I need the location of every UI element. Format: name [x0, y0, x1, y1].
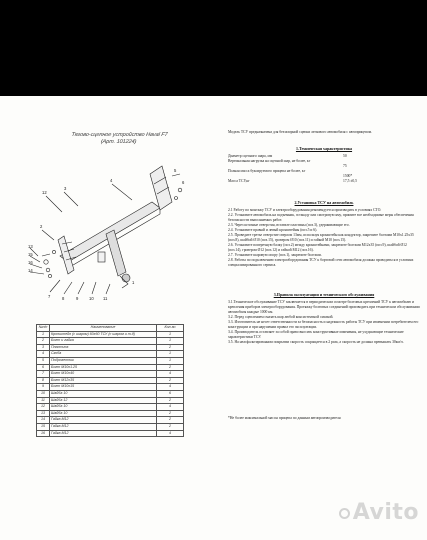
row-name: Кронштейн (с шаром) 60х60 ТСУ (с шаром и т.д)	[50, 331, 157, 338]
spec-value: 50	[343, 154, 347, 158]
list-item: 2.3. Через штатные отверстия, вставьте пластины (поз.3), удерживающие его.	[228, 223, 350, 227]
row-qty: 4	[157, 430, 184, 437]
row-number: 2	[37, 338, 50, 345]
section-2-list	[228, 208, 420, 268]
list-item: 2.1 Работу по монтажу ТСУ и электрооборудования рекомендуется производить в условиях СТО.	[228, 208, 382, 212]
row-name: Шайба 10	[50, 404, 157, 411]
spec-value: 1500*	[343, 174, 353, 178]
row-name: Болт М12х35	[50, 377, 157, 384]
row-qty: 6	[157, 390, 184, 397]
instructions-page	[224, 104, 424, 524]
list-item: 2.6. Установите поперечную балку (поз.2) между кронштейнами, закрепите болтами М12х35 (поз.9), шайбой Ø12 (поз.14), гровером Ø12 (поз.12) и гайкой М12 (поз.16).	[228, 243, 407, 252]
row-name: Гайка М12	[50, 423, 157, 430]
row-name: Болт М10х1.25	[50, 364, 157, 371]
row-number: 4	[37, 351, 50, 358]
section-1-title: 1.Техническая характеристика	[295, 146, 353, 151]
top-letterbox	[0, 0, 427, 96]
list-item: 3.2. Перед сцеплением смазать шар любой консистентной смазкой.	[228, 315, 334, 319]
row-name: Шайба 10	[50, 390, 157, 397]
callout-13: 13	[28, 244, 33, 249]
row-number: 12	[37, 404, 50, 411]
callout-10: 10	[89, 296, 94, 301]
list-item: 3.3. Изготовитель не несет ответственности за безопасность и надежность работы ТСУ при изменении потребителем его конструкции и при нарушении правил его эксплуатации.	[228, 320, 419, 329]
section-3-list	[228, 300, 420, 345]
row-qty: 2	[157, 417, 184, 424]
drawing-page	[2, 104, 217, 524]
list-item: 3.4. Производитель оставляет за собой право вносить конструктивные изменения, не ухудшающие технические характеристики ТСУ.	[228, 330, 404, 339]
row-qty: 1	[157, 357, 184, 364]
row-number: 16	[37, 430, 50, 437]
callout-7: 7	[48, 294, 51, 299]
drawing-title-line1: Тягово-сцепное устройство Haval F7	[71, 132, 168, 138]
table-row	[37, 390, 184, 397]
row-number: 15	[37, 423, 50, 430]
row-number: 13	[37, 410, 50, 417]
row-number: 8	[37, 377, 50, 384]
spec-row	[228, 169, 378, 179]
watermark-text: Avito	[352, 500, 419, 525]
row-name: Гайка М12	[50, 417, 157, 424]
table-row	[37, 417, 184, 424]
row-name: Болт М10х15	[50, 384, 157, 391]
callout-9: 9	[76, 296, 79, 301]
row-name: Пластина	[50, 344, 157, 351]
row-qty: 2	[157, 410, 184, 417]
list-item: 2.8. Работы по подключению электрооборудования ТСУ к бортовой сети автомобиля должны проводиться в условиях специализированного сервиса.	[228, 258, 414, 267]
col-number: №п/п	[37, 325, 50, 332]
section-2-title: 2.Установка ТСУ на автомобиль	[294, 200, 354, 205]
list-item: 2.2. Установите автомобиль на подъемник, эстакаду или смотровую яму, примите все необходимые меры обеспечения безопасности выполняемых работ.	[228, 213, 414, 222]
row-number: 5	[37, 357, 50, 364]
row-number: 14	[37, 417, 50, 424]
row-name: Подрозетник	[50, 357, 157, 364]
row-name: Шайба 10	[50, 410, 157, 417]
list-item: 3.5. На неасфальтированном покрытии скорость сокращается в 2 раза, а скорость не должна превышать 30км/ч.	[228, 340, 404, 344]
table-row	[37, 384, 184, 391]
avito-watermark	[339, 500, 419, 525]
callout-1: 1	[132, 280, 135, 285]
callout-4: 4	[110, 178, 113, 183]
row-qty: 1	[157, 351, 184, 358]
avito-dots-icon	[339, 508, 350, 519]
callout-8: 8	[62, 296, 65, 301]
spec-value: 75	[343, 164, 347, 168]
callout-12: 12	[42, 190, 47, 195]
row-number: 7	[37, 371, 50, 378]
spec-row	[228, 179, 378, 184]
row-number: 3	[37, 344, 50, 351]
callout-16: 16	[28, 260, 33, 265]
row-number: 11	[37, 397, 50, 404]
table-row	[37, 397, 184, 404]
row-qty: 4	[157, 371, 184, 378]
list-item: 3.1.Техническое обслуживание ТСУ заключается в периодическом осмотре болтовых креплений ТСУ к автомобилю и крепления приборов электрооборудования. Протяжку болтовых соединений производить при техническом обслуживании автомобиля каждые 1000 км.	[228, 300, 420, 314]
intro-text: Модель ТСУ предназначена для беззазорной сцепки легкового автомобиля с автоприцепом.	[228, 130, 373, 134]
row-qty: 1	[157, 338, 184, 345]
callout-6: 6	[182, 180, 185, 185]
table-row	[37, 377, 184, 384]
table-row	[37, 404, 184, 411]
spec-value: 17,5 ±0,5	[343, 179, 358, 183]
row-name: Гайка М12	[50, 430, 157, 437]
row-number: 1	[37, 331, 50, 338]
parts-table	[36, 324, 184, 437]
row-number: 10	[37, 390, 50, 397]
table-row	[37, 338, 184, 345]
spec-label: Масса ТСУ,кг	[228, 179, 250, 183]
row-name: Болт и гайка	[50, 338, 157, 345]
table-row	[37, 410, 184, 417]
table-row	[37, 430, 184, 437]
row-name: Болт М10х40	[50, 371, 157, 378]
table-row	[37, 344, 184, 351]
row-number: 9	[37, 384, 50, 391]
callout-3: 3	[64, 186, 67, 191]
spec-label: Полная масса буксируемого прицепа не более, кг	[228, 169, 306, 173]
row-qty: 2	[157, 423, 184, 430]
callout-15: 15	[28, 252, 33, 257]
row-qty: 4	[157, 404, 184, 411]
callout-5: 5	[174, 168, 177, 173]
parts-table-header	[37, 325, 184, 332]
callout-2: 2	[40, 224, 43, 229]
row-qty: 2	[157, 364, 184, 371]
list-item: 2.5. Проведите третье отверстие сверлом 13мм, используя кронштейн как кондуктор, закрепите болтами М10х1.25х35 (поз.8), шайбой Ø10 (поз.15), гровером Ø10 (поз.11) и гайкой М10 (поз.15).	[228, 233, 414, 242]
table-row	[37, 351, 184, 358]
table-row	[37, 423, 184, 430]
section-3-title: 3.Правила эксплуатации и технического обслуживания	[273, 292, 375, 297]
spec-label: Вертикальная нагрузка на сцепной шар, не более, кг	[228, 159, 311, 163]
row-name: Скоба	[50, 351, 157, 358]
row-qty: 4	[157, 384, 184, 391]
callout-14: 14	[28, 268, 33, 273]
list-item: 2.4. Установите правый и левый кронштейны (поз.5 и 6).	[228, 228, 318, 232]
spec-label: Диаметр сцепного шара, мм	[228, 154, 273, 158]
footnote: *Не более максимальной массы прицепа по данным автопроизводителя	[228, 416, 341, 420]
row-qty: 2	[157, 377, 184, 384]
row-qty: 1	[157, 331, 184, 338]
table-row	[37, 357, 184, 364]
row-qty: 2	[157, 344, 184, 351]
col-qty: Кол-во	[157, 325, 184, 332]
row-name: Шайба 12	[50, 397, 157, 404]
spec-row	[228, 159, 378, 169]
table-row	[37, 364, 184, 371]
row-qty: 2	[157, 397, 184, 404]
row-number: 6	[37, 364, 50, 371]
callout-11: 11	[103, 296, 108, 301]
specs-list	[228, 154, 378, 184]
table-row	[37, 331, 184, 338]
list-item: 2.7. Установите шаровую опору (поз.1), закрепите болтами.	[228, 253, 322, 257]
table-row	[37, 371, 184, 378]
col-name: Наименование	[50, 325, 157, 332]
towbar-drawing	[2, 144, 217, 324]
drawing-title-line2: (Арт. 101224)	[100, 139, 137, 145]
